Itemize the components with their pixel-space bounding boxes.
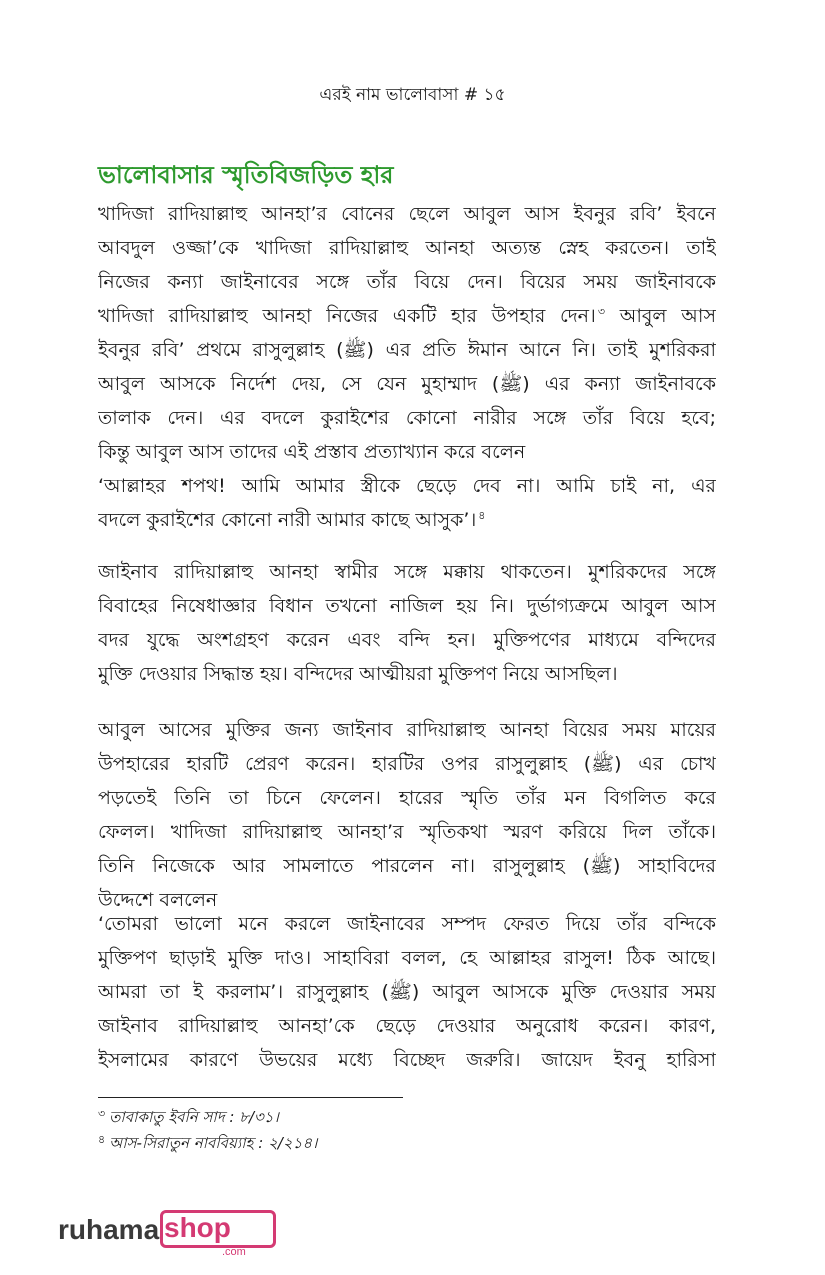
body-text: খাদিজা রাদিয়াল্লাহু আনহা নিজের একটি হার উপহার দেন।	[98, 305, 596, 327]
body-line: ফেলল। খাদিজা রাদিয়াল্লাহু আনহা’র স্মৃতিকথা স্মরণ করিয়ে দিল তাঁকে।	[98, 821, 716, 843]
footnote	[98, 1132, 317, 1157]
body-line: বিবাহের নিষেধাজ্ঞার বিধান তখনো নাজিল হয় নি। দুর্ভাগ্যক্রমে আবুল আস	[98, 595, 716, 617]
body-line: আবুল আসকে নির্দেশ দেয়, সে যেন মুহাম্মাদ (ﷺ) এর কন্যা জাইনাবকে	[98, 373, 716, 395]
body-line: বদর যুদ্ধে অংশগ্রহণ করেন এবং বন্দি হন। মুক্তিপণের মাধ্যমে বন্দিদের	[98, 629, 716, 651]
body-text: আবুল আস	[619, 305, 716, 327]
body-line: নিজের কন্যা জাইনাবের সঙ্গে তাঁর বিয়ে দেন। বিয়ের সময় জাইনাবকে	[98, 271, 716, 293]
body-line: মুক্তিপণ ছাড়াই মুক্তি দাও। সাহাবিরা বলল, হে আল্লাহর রাসুল! ঠিক আছে।	[98, 947, 716, 969]
body-line: পড়তেই তিনি তা চিনে ফেলেন। হারের স্মৃতি তাঁর মন বিগলিত করে	[98, 787, 716, 809]
footnote-marker[interactable]: ৪	[478, 509, 486, 522]
body-line: ‘তোমরা ভালো মনে করলে জাইনাবের সম্পদ ফেরত দিয়ে তাঁর বন্দিকে	[98, 913, 716, 935]
body-line: আমরা তা ই করলাম’। রাসুলুল্লাহ (ﷺ) আবুল আসকে মুক্তি দেওয়ার সময়	[98, 981, 716, 1003]
body-text: বদলে কুরাইশের কোনো নারী আমার কাছে আসুক’।	[98, 509, 477, 531]
footnote-number: ৪	[98, 1133, 106, 1146]
running-header: এরই নাম ভালোবাসা # ১৫	[319, 85, 506, 105]
body-line: আবদুল ওজ্জা’কে খাদিজা রাদিয়াল্লাহু আনহা অত্যন্ত স্নেহ করতেন। তাই	[98, 237, 716, 259]
body-line: উপহারের হারটি প্রেরণ করেন। হারটির ওপর রাসুলুল্লাহ (ﷺ) এর চোখ	[98, 753, 716, 775]
body-line: আবুল আসের মুক্তির জন্য জাইনাব রাদিয়াল্লাহু আনহা বিয়ের সময় মায়ের	[98, 719, 716, 741]
section-title: ভালোবাসার স্মৃতিবিজড়িত হার	[98, 161, 394, 189]
footnote-number: ৩	[98, 1107, 106, 1120]
body-line: তিনি নিজেকে আর সামলাতে পারলেন না। রাসুলুল্লাহ (ﷺ) সাহাবিদের	[98, 855, 716, 877]
logo-text-accent: shop	[164, 1212, 231, 1243]
footnote-text: তাবাকাতু ইবনি সাদ : ৮/৩১।	[109, 1108, 279, 1126]
logo-domain: .com	[222, 1246, 246, 1258]
body-line-with-footnote	[98, 299, 716, 333]
body-line: জাইনাব রাদিয়াল্লাহু আনহা স্বামীর সঙ্গে মক্কায় থাকতেন। মুশরিকদের সঙ্গে	[98, 561, 716, 583]
body-line: উদ্দেশে বললেন	[98, 889, 218, 911]
body-line: ইবনুর রবি’ প্রথমে রাসুলুল্লাহ (ﷺ) এর প্রতি ঈমান আনে নি। তাই মুশরিকরা	[98, 339, 716, 361]
body-line-with-footnote	[98, 503, 716, 537]
body-line: ইসলামের কারণে উভয়ের মধ্যে বিচ্ছেদ জরুরি। জায়েদ ইবনু হারিসা	[98, 1049, 716, 1071]
footnote-divider	[98, 1097, 403, 1098]
body-line: ‘আল্লাহর শপথ! আমি আমার স্ত্রীকে ছেড়ে দেব না। আমি চাই না, এর	[98, 475, 716, 497]
logo-text: ruhama	[58, 1214, 160, 1245]
body-line: জাইনাব রাদিয়াল্লাহু আনহা’কে ছেড়ে দেওয়ার অনুরোধ করেন। কারণ,	[98, 1015, 716, 1037]
body-line: কিন্তু আবুল আস তাদের এই প্রস্তাব প্রত্যাখ্যান করে বলেন	[98, 441, 526, 463]
body-line: তালাক দেন। এর বদলে কুরাইশের কোনো নারীর সঙ্গে তাঁর বিয়ে হবে;	[98, 407, 716, 429]
body-line: মুক্তি দেওয়ার সিদ্ধান্ত হয়। বন্দিদের আত্মীয়রা মুক্তিপণ নিয়ে আসছিল।	[98, 663, 618, 685]
footnote-marker[interactable]: ৩	[597, 305, 605, 318]
footnote	[98, 1106, 279, 1131]
body-line: খাদিজা রাদিয়াল্লাহু আনহা’র বোনের ছেলে আবুল আস ইবনুর রবি’ ইবনে	[98, 203, 716, 225]
footnote-text: আস-সিরাতুন নাববিয়্যাহ : ২/২১৪।	[109, 1134, 318, 1152]
